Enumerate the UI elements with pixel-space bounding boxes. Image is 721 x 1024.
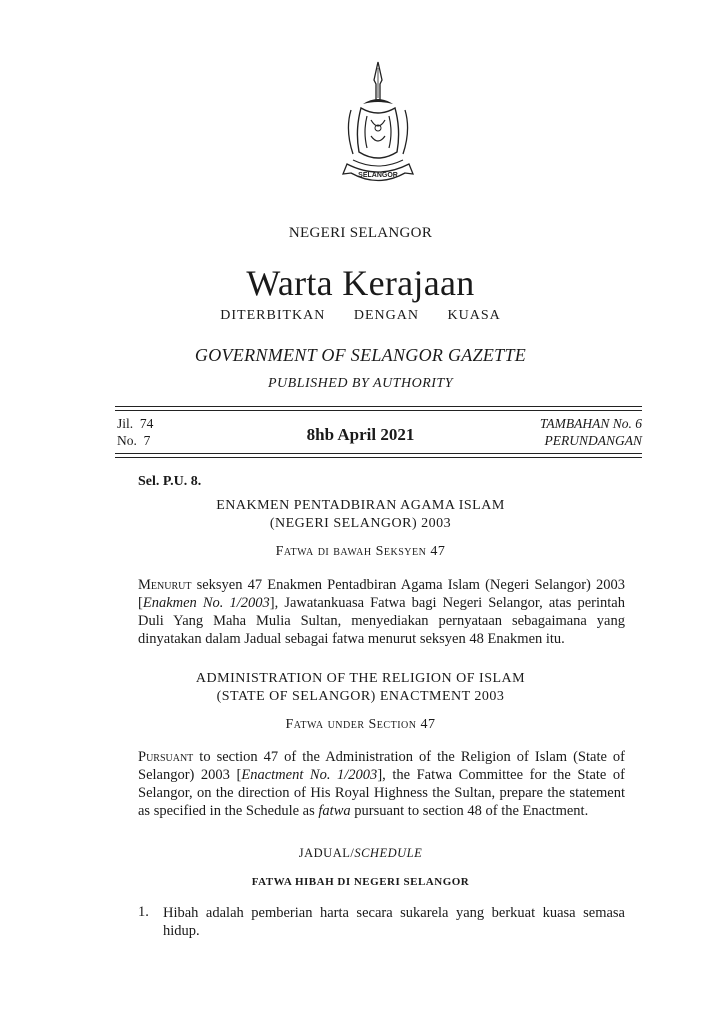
schedule-heading-en: SCHEDULE (354, 846, 423, 860)
schedule-heading-ms: JADUAL/ (298, 846, 355, 860)
supplement-number: TAMBAHAN No. 6 (539, 416, 642, 431)
enactment-en-line1: ADMINISTRATION OF THE RELIGION OF ISLAM (195, 671, 526, 686)
enactment-ms-line2: (NEGERI SELANGOR) 2003 (269, 516, 452, 531)
fatwa-heading-ms: Fatwa di bawah Seksyen 47 (275, 544, 446, 559)
gazette-title-en: GOVERNMENT OF SELANGOR GAZETTE (194, 345, 527, 365)
rule-bottom-2 (115, 457, 642, 458)
paragraph-en-fatwa-word: fatwa (318, 803, 351, 819)
gazette-subtitle-en: PUBLISHED BY AUTHORITY (268, 376, 453, 391)
rule-top-1 (115, 406, 642, 407)
supplement-category: PERUNDANGAN (544, 433, 642, 448)
volume: Jil. 74 (117, 416, 154, 431)
paragraph-ms (138, 576, 625, 648)
paragraph-en-lead: Pursuant (138, 749, 194, 765)
paragraph-ms-citation: Enakmen No. 1/2003 (142, 595, 270, 611)
paragraph-en-part2: ], the Fatwa Committee for the State of Selangor, on the direction of His Royal Highness the Sultan, prepare the statement as specified in the Schedule as (138, 767, 626, 819)
seal-label: SELANGOR (358, 172, 398, 179)
issue-date: 8hb April 2021 (306, 425, 415, 444)
notice-reference: Sel. P.U. 8. (138, 474, 202, 489)
schedule-heading (0, 846, 721, 861)
paragraph-en-citation: Enactment No. 1/2003 (241, 767, 378, 783)
enactment-heading-ms (0, 497, 721, 533)
paragraph-ms-part1: seksyen 47 Enakmen Pentadbiran Agama Islam (Negeri Selangor) 2003 [ (138, 577, 625, 611)
selangor-seal-icon (333, 60, 423, 190)
rule-top-2 (115, 410, 642, 411)
paragraph-ms-part2: ], Jawatankuasa Fatwa bagi Negeri Selangor, atas perintah Duli Yang Maha Mulia Sultan, menyediakan pernyataan sebagaimana yang dinyatakan dalam Jadual sebagai fatwa menurut seksyen 48 Enakmen itu. (138, 595, 625, 647)
gazette-subtitle: DITERBITKAN DENGAN KUASA (220, 308, 501, 323)
gazette-title: Warta Kerajaan (246, 263, 475, 303)
item-text: Hibah adalah pemberian harta secara sukarela yang berkuat kuasa semasa hidup. (163, 905, 625, 939)
paragraph-en-part3: pursuant to section 48 of the Enactment. (350, 803, 589, 819)
item-number: 1. (138, 904, 149, 920)
rule-bottom-1 (115, 453, 642, 454)
paragraph-ms-lead: Menurut (138, 577, 192, 593)
issue-number: No. 7 (117, 433, 151, 448)
fatwa-heading-en: Fatwa under Section 47 (285, 717, 436, 732)
enactment-ms-line1: ENAKMEN PENTADBIRAN AGAMA ISLAM (216, 498, 505, 513)
paragraph-en (138, 748, 625, 820)
paragraph-en-part1: to section 47 of the Administration of the Religion of Islam (State of Selangor) 2003 [ (138, 749, 625, 783)
enactment-heading-en (0, 670, 721, 706)
state-name: NEGERI SELANGOR (288, 225, 433, 241)
fatwa-title: FATWA HIBAH DI NEGERI SELANGOR (251, 876, 470, 888)
enactment-en-line2: (STATE OF SELANGOR) ENACTMENT 2003 (216, 689, 505, 704)
supplement-info (440, 415, 642, 449)
